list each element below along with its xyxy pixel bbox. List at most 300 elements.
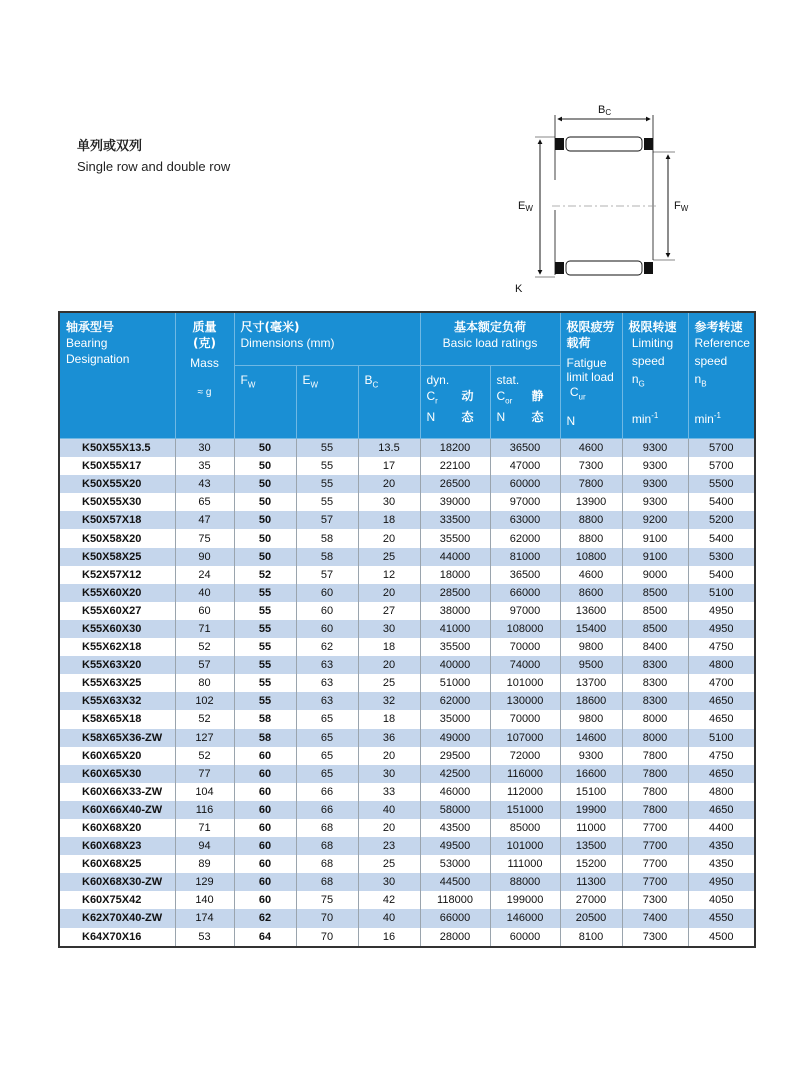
cell-ng: 8000 xyxy=(622,729,688,747)
cell-fw: 64 xyxy=(234,928,296,947)
cell-cur: 8100 xyxy=(560,928,622,947)
cell-cur: 10800 xyxy=(560,548,622,566)
cell-cur: 9300 xyxy=(560,747,622,765)
cell-nb: 4050 xyxy=(688,891,755,909)
cell-nb: 4500 xyxy=(688,928,755,947)
cell-fw: 50 xyxy=(234,439,296,458)
cell-designation: K64X70X16 xyxy=(59,928,175,947)
table-row xyxy=(59,747,755,765)
cell-mass: 35 xyxy=(175,457,234,475)
cell-cr: 28500 xyxy=(420,584,490,602)
cell-cur: 13700 xyxy=(560,674,622,692)
cell-cr: 46000 xyxy=(420,783,490,801)
cell-nb: 5400 xyxy=(688,566,755,584)
cell-bc: 27 xyxy=(358,602,420,620)
cell-ew: 68 xyxy=(296,873,358,891)
cell-cr: 35000 xyxy=(420,710,490,728)
cell-fw: 52 xyxy=(234,566,296,584)
cell-fw: 60 xyxy=(234,801,296,819)
cell-ew: 55 xyxy=(296,493,358,511)
cell-mass: 71 xyxy=(175,819,234,837)
cell-nb: 4750 xyxy=(688,747,755,765)
table-row xyxy=(59,837,755,855)
cell-bc: 33 xyxy=(358,783,420,801)
cell-ng: 8300 xyxy=(622,692,688,710)
cell-ew: 55 xyxy=(296,439,358,458)
cell-ew: 65 xyxy=(296,710,358,728)
cell-designation: K58X65X18 xyxy=(59,710,175,728)
cell-ew: 63 xyxy=(296,692,358,710)
table-row xyxy=(59,674,755,692)
cell-cr: 58000 xyxy=(420,801,490,819)
cell-nb: 5700 xyxy=(688,457,755,475)
table-row xyxy=(59,602,755,620)
cell-bc: 25 xyxy=(358,674,420,692)
cell-nb: 5400 xyxy=(688,529,755,547)
cell-ng: 8000 xyxy=(622,710,688,728)
cell-ng: 8300 xyxy=(622,656,688,674)
col-reference-speed: 参考转速 Reference speed $n_B$ $\min^{-1}$ xyxy=(688,312,755,439)
table-row xyxy=(59,457,755,475)
cell-ew: 66 xyxy=(296,783,358,801)
cell-cur: 20500 xyxy=(560,909,622,927)
cell-cr: 49000 xyxy=(420,729,490,747)
cell-ng: 7700 xyxy=(622,819,688,837)
cell-nb: 5700 xyxy=(688,439,755,458)
cell-cor: 36500 xyxy=(490,566,560,584)
cell-mass: 60 xyxy=(175,602,234,620)
cell-ng: 7300 xyxy=(622,891,688,909)
cell-designation: K55X60X27 xyxy=(59,602,175,620)
cell-cur: 7800 xyxy=(560,475,622,493)
cell-ng: 7700 xyxy=(622,855,688,873)
cell-bc: 20 xyxy=(358,529,420,547)
cell-cor: 116000 xyxy=(490,765,560,783)
cell-mass: 75 xyxy=(175,529,234,547)
cell-cur: 27000 xyxy=(560,891,622,909)
cell-mass: 52 xyxy=(175,638,234,656)
cell-cor: 36500 xyxy=(490,439,560,458)
cell-ng: 7700 xyxy=(622,837,688,855)
cell-cur: 13600 xyxy=(560,602,622,620)
col-dimensions: 尺寸(毫米) Dimensions (mm) xyxy=(234,312,420,366)
cell-nb: 5300 xyxy=(688,548,755,566)
cell-nb: 4700 xyxy=(688,674,755,692)
cell-ew: 68 xyxy=(296,855,358,873)
cell-mass: 71 xyxy=(175,620,234,638)
cell-fw: 60 xyxy=(234,819,296,837)
cell-cur: 19900 xyxy=(560,801,622,819)
cell-cr: 44500 xyxy=(420,873,490,891)
cell-fw: 58 xyxy=(234,710,296,728)
cell-cur: 16600 xyxy=(560,765,622,783)
cell-nb: 4800 xyxy=(688,656,755,674)
cell-cur: 14600 xyxy=(560,729,622,747)
cell-mass: 104 xyxy=(175,783,234,801)
cell-nb: 4950 xyxy=(688,873,755,891)
cell-designation: K55X62X18 xyxy=(59,638,175,656)
cell-mass: 52 xyxy=(175,747,234,765)
cell-fw: 50 xyxy=(234,529,296,547)
cell-designation: K50X57X18 xyxy=(59,511,175,529)
cell-mass: 43 xyxy=(175,475,234,493)
cell-mass: 40 xyxy=(175,584,234,602)
table-row xyxy=(59,891,755,909)
label-bc: BC xyxy=(598,104,612,117)
table-body xyxy=(59,439,755,947)
cell-cor: 70000 xyxy=(490,710,560,728)
cell-ew: 66 xyxy=(296,801,358,819)
cell-nb: 4400 xyxy=(688,819,755,837)
cell-mass: 24 xyxy=(175,566,234,584)
cell-designation: K62X70X40-ZW xyxy=(59,909,175,927)
cell-bc: 12 xyxy=(358,566,420,584)
cell-ew: 58 xyxy=(296,529,358,547)
cell-cor: 108000 xyxy=(490,620,560,638)
cell-ng: 7800 xyxy=(622,747,688,765)
cell-ng: 8500 xyxy=(622,602,688,620)
cell-nb: 4650 xyxy=(688,765,755,783)
cell-ew: 58 xyxy=(296,548,358,566)
col-fw: $F_W$ xyxy=(234,366,296,439)
cell-cr: 118000 xyxy=(420,891,490,909)
cell-bc: 42 xyxy=(358,891,420,909)
cell-ng: 9300 xyxy=(622,475,688,493)
cell-ng: 7800 xyxy=(622,801,688,819)
cell-fw: 58 xyxy=(234,729,296,747)
cell-designation: K60X75X42 xyxy=(59,891,175,909)
bearing-table xyxy=(58,311,756,948)
cell-cor: 72000 xyxy=(490,747,560,765)
cell-cor: 101000 xyxy=(490,674,560,692)
cell-ng: 8400 xyxy=(622,638,688,656)
cell-designation: K55X63X20 xyxy=(59,656,175,674)
table-row xyxy=(59,548,755,566)
cell-designation: K60X68X30-ZW xyxy=(59,873,175,891)
table-row xyxy=(59,638,755,656)
cell-bc: 20 xyxy=(358,747,420,765)
cell-ng: 7700 xyxy=(622,873,688,891)
col-mass: 质量 (克) Mass ≈ g xyxy=(175,312,234,439)
cell-nb: 4750 xyxy=(688,638,755,656)
cell-bc: 18 xyxy=(358,638,420,656)
cell-nb: 4650 xyxy=(688,692,755,710)
cell-nb: 4350 xyxy=(688,855,755,873)
cell-nb: 5500 xyxy=(688,475,755,493)
cell-cr: 44000 xyxy=(420,548,490,566)
cell-cor: 151000 xyxy=(490,801,560,819)
cell-designation: K55X63X25 xyxy=(59,674,175,692)
cell-mass: 30 xyxy=(175,439,234,458)
cell-ng: 9100 xyxy=(622,529,688,547)
cell-ng: 9100 xyxy=(622,548,688,566)
cell-cr: 35500 xyxy=(420,638,490,656)
cell-mass: 129 xyxy=(175,873,234,891)
label-type: K xyxy=(515,283,523,295)
cell-bc: 20 xyxy=(358,656,420,674)
cell-cur: 15100 xyxy=(560,783,622,801)
cell-bc: 16 xyxy=(358,928,420,947)
cell-cur: 8800 xyxy=(560,529,622,547)
cell-bc: 13.5 xyxy=(358,439,420,458)
cell-designation: K55X60X30 xyxy=(59,620,175,638)
cell-fw: 55 xyxy=(234,638,296,656)
cell-fw: 60 xyxy=(234,765,296,783)
cell-cor: 112000 xyxy=(490,783,560,801)
cell-nb: 4650 xyxy=(688,710,755,728)
col-dyn: dyn. $C_r$ 动 N 态 xyxy=(420,366,490,439)
table-row xyxy=(59,493,755,511)
cell-cr: 35500 xyxy=(420,529,490,547)
cell-cur: 9500 xyxy=(560,656,622,674)
cell-cr: 53000 xyxy=(420,855,490,873)
cell-designation: K60X68X25 xyxy=(59,855,175,873)
cell-bc: 36 xyxy=(358,729,420,747)
cell-ew: 65 xyxy=(296,729,358,747)
cell-cor: 63000 xyxy=(490,511,560,529)
cell-cr: 26500 xyxy=(420,475,490,493)
cell-mass: 53 xyxy=(175,928,234,947)
cell-designation: K50X55X20 xyxy=(59,475,175,493)
cell-cr: 41000 xyxy=(420,620,490,638)
cell-ng: 9200 xyxy=(622,511,688,529)
cell-fw: 60 xyxy=(234,837,296,855)
cell-cor: 199000 xyxy=(490,891,560,909)
table-row xyxy=(59,566,755,584)
cell-designation: K52X57X12 xyxy=(59,566,175,584)
cell-bc: 40 xyxy=(358,909,420,927)
cell-mass: 65 xyxy=(175,493,234,511)
cell-nb: 5100 xyxy=(688,584,755,602)
cell-cr: 39000 xyxy=(420,493,490,511)
cell-ng: 9300 xyxy=(622,439,688,458)
cell-cur: 4600 xyxy=(560,439,622,458)
cell-designation: K50X55X30 xyxy=(59,493,175,511)
cell-cr: 66000 xyxy=(420,909,490,927)
col-bc: $B_C$ xyxy=(358,366,420,439)
cell-bc: 18 xyxy=(358,710,420,728)
cell-cur: 8600 xyxy=(560,584,622,602)
cell-mass: 80 xyxy=(175,674,234,692)
cell-cr: 29500 xyxy=(420,747,490,765)
cell-designation: K50X58X25 xyxy=(59,548,175,566)
cell-ng: 7800 xyxy=(622,783,688,801)
cell-designation: K50X58X20 xyxy=(59,529,175,547)
cell-mass: 47 xyxy=(175,511,234,529)
table-row xyxy=(59,801,755,819)
cell-cor: 107000 xyxy=(490,729,560,747)
cell-ew: 60 xyxy=(296,602,358,620)
table-row xyxy=(59,656,755,674)
cell-ng: 8500 xyxy=(622,620,688,638)
col-load-ratings: 基本额定负荷 Basic load ratings xyxy=(420,312,560,366)
cell-cur: 9800 xyxy=(560,638,622,656)
cell-cor: 130000 xyxy=(490,692,560,710)
cell-ng: 7800 xyxy=(622,765,688,783)
cell-bc: 23 xyxy=(358,837,420,855)
cell-ng: 8500 xyxy=(622,584,688,602)
cell-bc: 20 xyxy=(358,819,420,837)
cell-ng: 7300 xyxy=(622,928,688,947)
cell-cur: 11000 xyxy=(560,819,622,837)
cell-cor: 85000 xyxy=(490,819,560,837)
cell-cor: 146000 xyxy=(490,909,560,927)
cell-cor: 70000 xyxy=(490,638,560,656)
cell-cr: 40000 xyxy=(420,656,490,674)
cell-cur: 13900 xyxy=(560,493,622,511)
cell-cur: 11300 xyxy=(560,873,622,891)
table-row xyxy=(59,511,755,529)
cell-mass: 57 xyxy=(175,656,234,674)
cell-fw: 55 xyxy=(234,620,296,638)
cell-ew: 65 xyxy=(296,765,358,783)
table-row xyxy=(59,855,755,873)
cell-designation: K60X65X30 xyxy=(59,765,175,783)
cell-fw: 55 xyxy=(234,656,296,674)
table-row xyxy=(59,692,755,710)
cell-cr: 18200 xyxy=(420,439,490,458)
cell-cr: 42500 xyxy=(420,765,490,783)
cell-ew: 62 xyxy=(296,638,358,656)
label-fw: FW xyxy=(674,200,689,213)
section-heading xyxy=(77,139,230,175)
cell-fw: 60 xyxy=(234,873,296,891)
cell-cor: 88000 xyxy=(490,873,560,891)
cell-nb: 4350 xyxy=(688,837,755,855)
cell-nb: 5200 xyxy=(688,511,755,529)
table-row xyxy=(59,584,755,602)
cell-cor: 97000 xyxy=(490,493,560,511)
cell-bc: 30 xyxy=(358,765,420,783)
cell-mass: 89 xyxy=(175,855,234,873)
cell-designation: K50X55X13.5 xyxy=(59,439,175,458)
cell-bc: 25 xyxy=(358,855,420,873)
cell-cur: 18600 xyxy=(560,692,622,710)
cell-fw: 50 xyxy=(234,548,296,566)
table-row xyxy=(59,928,755,947)
cell-designation: K60X66X33-ZW xyxy=(59,783,175,801)
cell-ew: 70 xyxy=(296,909,358,927)
cell-cur: 15400 xyxy=(560,620,622,638)
cell-bc: 18 xyxy=(358,511,420,529)
cell-cur: 8800 xyxy=(560,511,622,529)
cell-cr: 33500 xyxy=(420,511,490,529)
cell-mass: 127 xyxy=(175,729,234,747)
table-row xyxy=(59,439,755,458)
cell-ew: 63 xyxy=(296,674,358,692)
cell-nb: 4950 xyxy=(688,620,755,638)
label-ew: EW xyxy=(518,200,533,213)
bearing-diagram xyxy=(500,95,700,295)
cell-fw: 55 xyxy=(234,692,296,710)
heading-en: Single row and double row xyxy=(77,159,231,174)
col-designation: 轴承型号 Bearing Designation xyxy=(59,312,175,439)
cell-bc: 20 xyxy=(358,584,420,602)
cell-cor: 97000 xyxy=(490,602,560,620)
table-row xyxy=(59,873,755,891)
col-ew: $E_W$ xyxy=(296,366,358,439)
cell-nb: 4800 xyxy=(688,783,755,801)
table-row xyxy=(59,729,755,747)
heading-cn: 单列或双列 xyxy=(77,139,143,154)
cell-bc: 32 xyxy=(358,692,420,710)
cell-ew: 68 xyxy=(296,819,358,837)
cell-bc: 17 xyxy=(358,457,420,475)
cell-ew: 75 xyxy=(296,891,358,909)
col-stat: stat. $C_{or}$ 静 N 态 xyxy=(490,366,560,439)
cell-cur: 7300 xyxy=(560,457,622,475)
cell-fw: 50 xyxy=(234,457,296,475)
cell-designation: K55X60X20 xyxy=(59,584,175,602)
cell-designation: K60X68X23 xyxy=(59,837,175,855)
cell-cor: 60000 xyxy=(490,928,560,947)
cell-nb: 4950 xyxy=(688,602,755,620)
cell-cr: 62000 xyxy=(420,692,490,710)
table-row xyxy=(59,475,755,493)
cell-fw: 60 xyxy=(234,747,296,765)
cell-ew: 60 xyxy=(296,620,358,638)
cell-bc: 25 xyxy=(358,548,420,566)
table-row xyxy=(59,783,755,801)
header-row-1 xyxy=(59,312,755,366)
cell-cor: 101000 xyxy=(490,837,560,855)
cell-ew: 55 xyxy=(296,475,358,493)
cell-mass: 94 xyxy=(175,837,234,855)
cell-fw: 55 xyxy=(234,584,296,602)
col-fatigue: 极限疲劳 载荷 Fatigue limit load $C_{ur}$ N xyxy=(560,312,622,439)
cell-ew: 60 xyxy=(296,584,358,602)
cell-mass: 116 xyxy=(175,801,234,819)
cell-fw: 50 xyxy=(234,493,296,511)
cell-mass: 140 xyxy=(175,891,234,909)
cell-designation: K60X68X20 xyxy=(59,819,175,837)
cell-cor: 66000 xyxy=(490,584,560,602)
cell-mass: 90 xyxy=(175,548,234,566)
cell-designation: K58X65X36-ZW xyxy=(59,729,175,747)
cell-cur: 13500 xyxy=(560,837,622,855)
cell-bc: 40 xyxy=(358,801,420,819)
cell-cor: 47000 xyxy=(490,457,560,475)
cell-mass: 102 xyxy=(175,692,234,710)
cell-bc: 30 xyxy=(358,493,420,511)
cell-nb: 4550 xyxy=(688,909,755,927)
cell-fw: 60 xyxy=(234,783,296,801)
cell-mass: 174 xyxy=(175,909,234,927)
table-row xyxy=(59,529,755,547)
cell-fw: 60 xyxy=(234,891,296,909)
cell-ew: 63 xyxy=(296,656,358,674)
table-row xyxy=(59,765,755,783)
cell-ng: 7400 xyxy=(622,909,688,927)
col-limiting-speed: 极限转速 Limiting speed $n_G$ $\min^{-1}$ xyxy=(622,312,688,439)
cell-cr: 49500 xyxy=(420,837,490,855)
cell-cr: 28000 xyxy=(420,928,490,947)
cell-bc: 30 xyxy=(358,873,420,891)
table-row xyxy=(59,909,755,927)
cell-cor: 111000 xyxy=(490,855,560,873)
cell-ng: 9300 xyxy=(622,457,688,475)
cell-designation: K50X55X17 xyxy=(59,457,175,475)
cell-cr: 43500 xyxy=(420,819,490,837)
cell-ng: 9300 xyxy=(622,493,688,511)
cell-nb: 5400 xyxy=(688,493,755,511)
table-row xyxy=(59,710,755,728)
cell-bc: 20 xyxy=(358,475,420,493)
cell-cr: 51000 xyxy=(420,674,490,692)
cell-cor: 62000 xyxy=(490,529,560,547)
cell-ew: 55 xyxy=(296,457,358,475)
cell-fw: 62 xyxy=(234,909,296,927)
